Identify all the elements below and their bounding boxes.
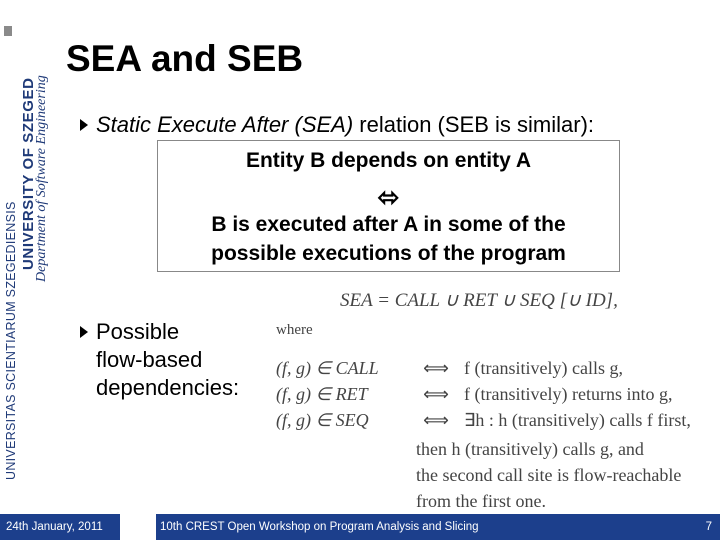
relation-lhs: (f, g) ∈ RET [276,384,368,404]
footer-bar [0,514,720,540]
iff-symbol: ⟺ [423,358,449,378]
relation-row-call [276,358,623,379]
definition-line-1: Entity B depends on entity A [245,149,532,172]
footer-separator [120,514,156,540]
university-name: UNIVERSITY OF SZEGED [20,77,37,270]
bullet-lead-text: Static Execute After (SEA) [96,112,354,137]
relation-row-seq [276,410,691,431]
bullet2-line-2: flow-based [96,347,203,372]
seq-continuation-line-2: the second call site is flow-reachable [416,465,682,485]
seq-continuation-line-3: from the first one. [416,491,546,511]
bullet-dependencies [96,318,266,402]
slide-title: SEA and SEB [66,38,304,79]
bullet2-line-1: Possible [96,319,180,344]
bullet2-line-3: dependencies: [96,375,240,400]
sea-equation: SEA = CALL ∪ RET ∪ SEQ [∪ ID], [340,290,618,311]
relation-lhs: (f, g) ∈ SEQ [276,410,369,430]
iff-symbol: ⟺ [423,410,449,430]
latin-university-name: UNIVERSITAS SCIENTIARUM SZEGEDIENSIS [4,201,18,480]
equivalence-icon: ⬄ [377,182,400,212]
relation-lhs: (f, g) ∈ CALL [276,358,379,378]
definition-line-2b: possible executions of the program [211,242,566,265]
relation-rhs: f (transitively) calls g, [464,358,623,378]
department-name: Department of Software Engineering [34,75,49,282]
relation-rhs: f (transitively) returns into g, [464,384,673,404]
bullet-arrow-icon [80,326,88,338]
bullet-sea-definition [96,111,594,139]
definition-box [157,140,620,272]
relation-rhs: ∃h : h (transitively) calls f first, [464,410,691,430]
logo-square [4,26,12,36]
bullet-rest-text: relation (SEB is similar): [353,112,595,137]
definition-line-2 [158,210,619,268]
bullet-arrow-icon [80,119,88,131]
seq-continuation-line-1: then h (transitively) calls g, and [416,439,644,459]
page-number: 7 [705,521,712,533]
footer-date: 24th January, 2011 [6,521,103,533]
iff-symbol: ⟺ [423,384,449,404]
footer-event: 10th CREST Open Workshop on Program Analysis and Slicing [160,521,479,533]
definition-line-2a: B is executed after A in some of the [211,213,566,236]
relation-row-ret [276,384,672,405]
where-label: where [276,322,313,338]
